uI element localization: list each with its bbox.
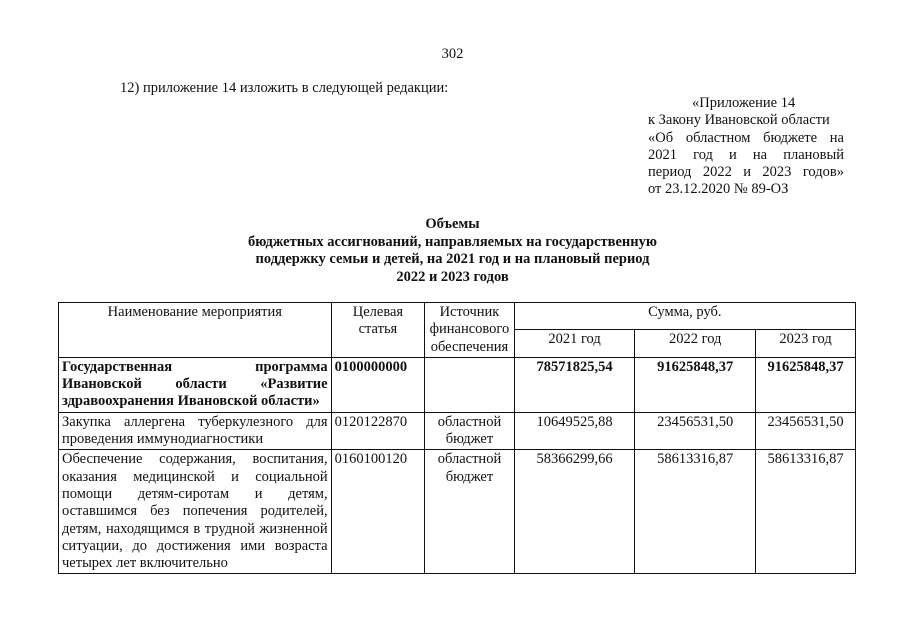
table-row [59, 412, 856, 450]
row-2022: 58613316,87 [635, 450, 756, 574]
appendix-line-2: к Закону Ивановской области [648, 112, 830, 129]
row-name: Закупка аллергена туберкулезного для проведения иммунодиагностики [59, 412, 332, 450]
budget-table [58, 302, 856, 574]
row-2021: 78571825,54 [514, 357, 635, 412]
appendix-line-3: «Об областном бюджете на [648, 129, 844, 146]
header-source: Источник финансового обеспечения [425, 303, 514, 358]
row-source: областной бюджет [425, 450, 514, 574]
appendix-line-6: от 23.12.2020 № 89-ОЗ [648, 181, 789, 198]
row-article: 0100000000 [331, 357, 425, 412]
row-source [425, 357, 514, 412]
title-line-2: бюджетных ассигнований, направляемых на государственную [248, 233, 657, 250]
row-2022: 23456531,50 [635, 412, 756, 450]
row-2023: 58613316,87 [756, 450, 856, 574]
header-sum: Сумма, руб. [514, 303, 855, 330]
page-number: 302 [441, 46, 464, 62]
row-name: Государственная программа Ивановской области «Развитие здравоохранения Ивановской области» [59, 357, 332, 412]
header-2021: 2021 год [514, 330, 635, 357]
table-row [59, 357, 856, 412]
appendix-line-5: период 2022 и 2023 годов» [648, 164, 844, 181]
row-article: 0160100120 [331, 450, 425, 574]
row-name: Обеспечение содержания, воспитания, оказания медицинской и социальной помощи детям-сиротам и детям, оставшимся без попечения родителей, детям, находящимся в трудной жизненной ситуации, до достижения ими возраста четырех лет включительно [59, 450, 332, 574]
row-2022: 91625848,37 [635, 357, 756, 412]
row-article: 0120122870 [331, 412, 425, 450]
title-line-1: Объемы [425, 216, 480, 232]
row-2021: 58366299,66 [514, 450, 635, 574]
table-header-row [59, 303, 856, 330]
appendix-line-1: «Приложение 14 [692, 95, 796, 111]
document-title [0, 216, 905, 286]
intro-text: 12) приложение 14 изложить в следующей редакции: [120, 80, 449, 96]
row-2023: 91625848,37 [756, 357, 856, 412]
appendix-line-4: 2021 год и на плановый [648, 146, 844, 163]
header-2022: 2022 год [635, 330, 756, 357]
row-source: областной бюджет [425, 412, 514, 450]
header-article: Целевая статья [331, 303, 425, 358]
header-name: Наименование мероприятия [59, 303, 332, 358]
appendix-reference [648, 95, 844, 199]
row-2023: 23456531,50 [756, 412, 856, 450]
header-2023: 2023 год [756, 330, 856, 357]
table-row [59, 450, 856, 574]
title-line-3: поддержку семьи и детей, на 2021 год и на плановый период [255, 251, 650, 267]
title-line-4: 2022 и 2023 годов [396, 268, 509, 285]
row-2021: 10649525,88 [514, 412, 635, 450]
